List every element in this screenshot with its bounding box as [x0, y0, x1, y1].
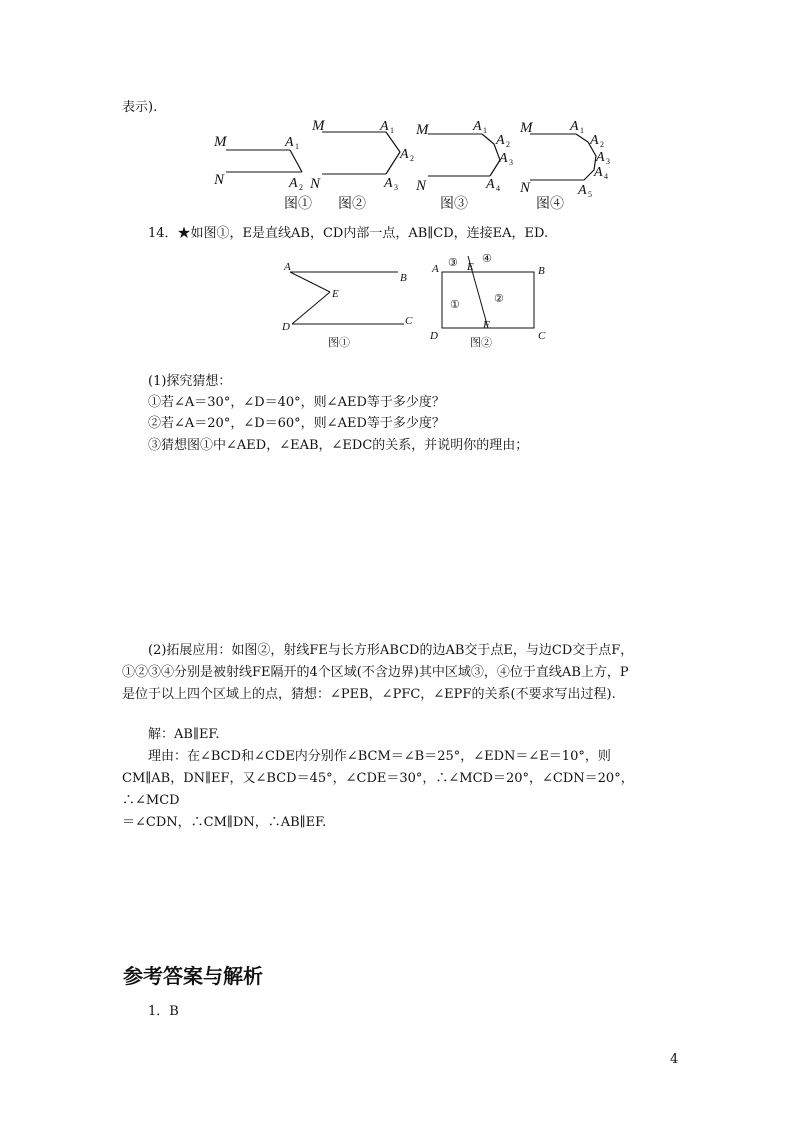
page-number: 4 — [670, 1052, 679, 1067]
part2-line-3: 是位于以上四个区域上的点，猜想：∠PEB，∠PFC，∠EPF的关系(不要求写出过程). — [122, 687, 616, 702]
solution-reason-3: ＝∠CDN，∴CM∥DN，∴AB∥EF. — [122, 815, 327, 830]
svg-text:A: A — [596, 150, 605, 165]
svg-text:A: A — [473, 119, 482, 134]
svg-text:5: 5 — [588, 190, 592, 199]
svg-text:N: N — [310, 176, 321, 192]
svg-text:A: A — [384, 176, 393, 191]
fig-a3 — [415, 119, 513, 212]
svg-text:A: A — [570, 119, 579, 134]
svg-text:3: 3 — [394, 183, 398, 192]
fig-a1 — [213, 134, 312, 212]
q14-number: 14．★ — [148, 226, 191, 241]
fig1-A: A — [284, 261, 291, 273]
svg-text:4: 4 — [604, 172, 608, 181]
svg-text:A: A — [486, 177, 495, 192]
svg-text:A: A — [594, 165, 603, 180]
svg-text:M: M — [520, 120, 533, 136]
svg-text:2: 2 — [600, 140, 604, 149]
svg-text:A: A — [400, 147, 409, 162]
svg-text:A: A — [380, 119, 389, 134]
svg-text:1: 1 — [390, 126, 394, 135]
svg-text:D: D — [430, 330, 438, 342]
solution-reason-2: CM∥AB，DN∥EF，又∠BCD＝45°，∠CDE＝30°，∴∠MCD＝20°，∠CDN＝20°，∴∠MCD — [122, 771, 634, 808]
svg-text:2: 2 — [410, 154, 414, 163]
fig1-E: E — [332, 288, 339, 300]
svg-text:1: 1 — [295, 142, 299, 151]
solution-line-1: 解：AB∥EF. — [148, 727, 220, 742]
fig1-D: D — [282, 321, 290, 333]
svg-text:3: 3 — [606, 157, 610, 166]
svg-text:2: 2 — [506, 140, 510, 149]
svg-text:B: B — [538, 265, 545, 277]
q14-figures-svg — [280, 252, 560, 352]
solution-reason-1: 理由：在∠BCD和∠CDE内分别作∠BCM＝∠B＝25°，∠EDN＝∠E＝10°，则 — [148, 749, 611, 764]
figure-row-svg — [210, 112, 630, 212]
svg-text:M: M — [312, 118, 325, 134]
fig2-caption: 图② — [470, 337, 492, 349]
region-1: ① — [450, 299, 460, 311]
fig1-B: B — [400, 272, 407, 284]
caption-fig2: 图② — [338, 197, 366, 212]
figure-row-paths — [210, 112, 630, 212]
top-fragment: 表示). — [122, 100, 158, 115]
svg-text:A: A — [285, 135, 294, 150]
label-N: N — [214, 172, 225, 188]
part1-item-3: ③猜想图①中∠AED，∠EAB，∠EDC的关系，并说明你的理由； — [148, 438, 529, 453]
svg-text:4: 4 — [496, 184, 500, 193]
answer-1: 1．B — [148, 1004, 179, 1019]
answers-heading: 参考答案与解析 — [123, 964, 263, 988]
region-3: ③ — [448, 257, 458, 269]
svg-text:A: A — [499, 151, 508, 166]
svg-text:1: 1 — [483, 126, 487, 135]
fig1-C: C — [405, 315, 413, 327]
svg-text:2: 2 — [299, 183, 303, 192]
q14-fig1 — [281, 261, 413, 349]
label-M: M — [214, 134, 227, 150]
q14-stem-text: 如图①，E是直线AB，CD内部一点，AB∥CD，连接EA，ED. — [190, 226, 549, 241]
q14-fig2 — [429, 253, 546, 349]
svg-text:A: A — [578, 183, 587, 198]
part1-item-1: ①若∠A＝30°，∠D＝40°，则∠AED等于多少度？ — [148, 395, 445, 410]
svg-text:E: E — [467, 261, 474, 273]
caption-fig1: 图① — [284, 197, 312, 212]
fig1-caption: 图① — [328, 337, 350, 349]
caption-fig3: 图③ — [440, 197, 468, 212]
region-2: ② — [494, 293, 504, 305]
svg-text:3: 3 — [509, 158, 513, 167]
svg-text:A: A — [590, 133, 599, 148]
svg-text:A: A — [289, 176, 298, 191]
part1-title: (1)探究猜想： — [148, 374, 232, 389]
svg-text:N: N — [520, 180, 531, 196]
part2 — [122, 640, 682, 706]
svg-text:N: N — [416, 178, 427, 194]
svg-text:M: M — [416, 122, 429, 138]
region-4: ④ — [482, 253, 492, 265]
part2-line-1: (2)拓展应用：如图②，射线FE与长方形ABCD的边AB交于点E，与边CD交于点F， — [148, 643, 634, 658]
q14-stem — [148, 224, 548, 244]
part2-line-2: ①②③④分别是被射线FE隔开的4个区域(不含边界)其中区域③，④位于直线AB上方，P — [122, 665, 629, 680]
fig-a4 — [519, 119, 610, 212]
svg-text:A: A — [432, 263, 439, 275]
svg-text:A: A — [496, 133, 505, 148]
solution — [122, 724, 682, 834]
svg-text:F: F — [483, 319, 490, 331]
part1-item-2: ②若∠A＝20°，∠D＝60°，则∠AED等于多少度？ — [148, 416, 445, 431]
fig-a2 — [309, 118, 414, 212]
q14-figures — [280, 252, 560, 352]
caption-fig4: 图④ — [536, 197, 564, 212]
svg-text:C: C — [538, 330, 546, 342]
svg-text:1: 1 — [580, 126, 584, 135]
